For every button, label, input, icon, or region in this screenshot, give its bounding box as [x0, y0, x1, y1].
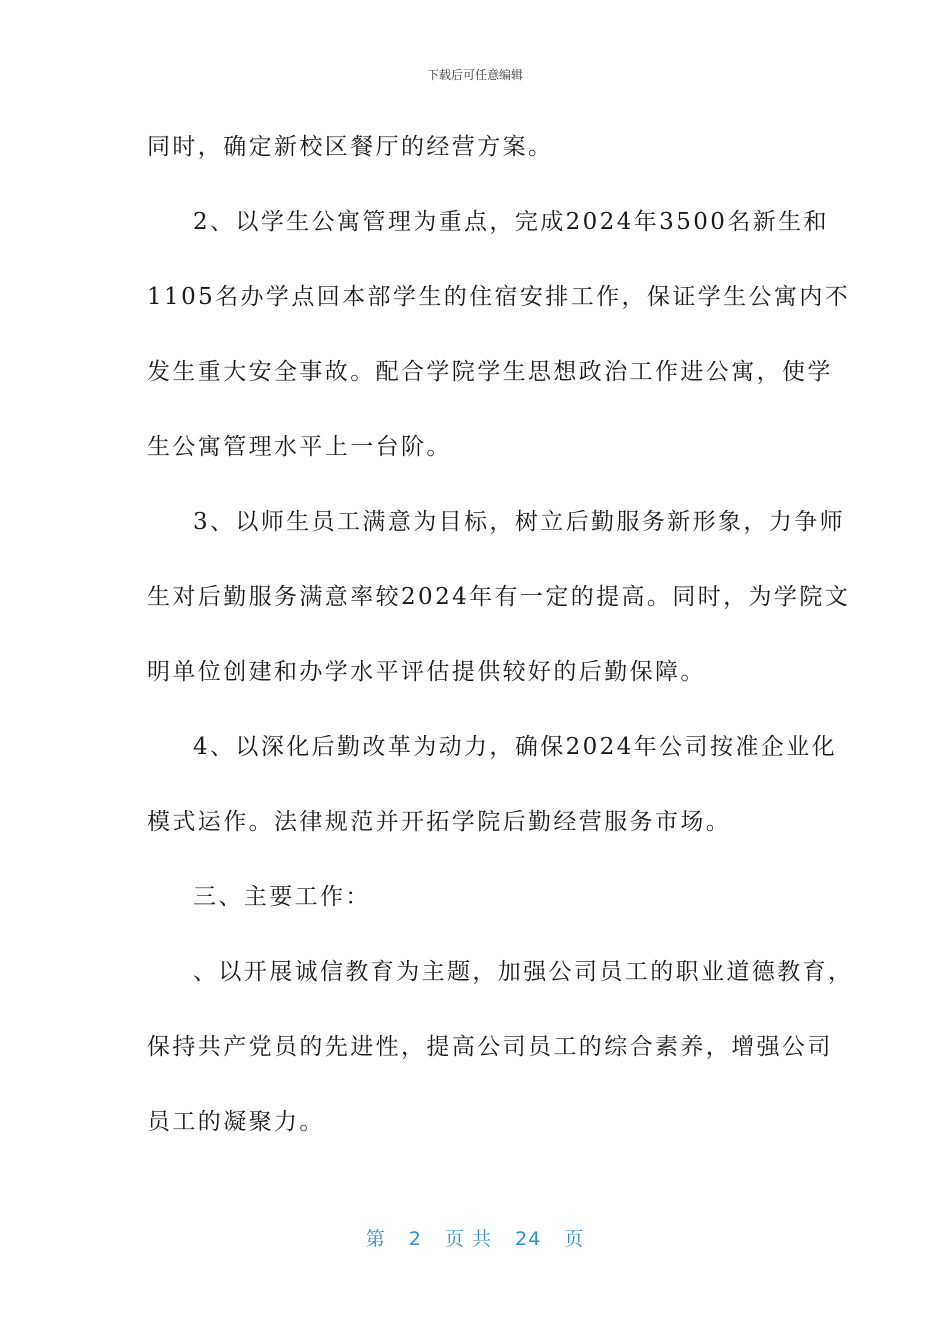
paragraph-line: 、以开展诚信教育为主题，加强公司员工的职业道德教育，	[193, 959, 854, 985]
paragraph-line: 明单位创建和办学水平评估提供较好的后勤保障。	[147, 659, 706, 685]
paragraph-line: 发生重大安全事故。配合学院学生思想政治工作进公寓，使学	[147, 359, 833, 385]
paragraph-line: 保持共产党员的先进性，提高公司员工的综合素养，增强公司	[147, 1034, 833, 1060]
paragraph-line: 模式运作。法律规范并开拓学院后勤经营服务市场。	[147, 809, 732, 835]
total-pages-number: 24	[515, 1228, 542, 1250]
page-suffix: 页	[564, 1228, 585, 1250]
header-note: 下载后可任意编辑	[426, 68, 523, 82]
paragraph-line: 4、以深化后勤改革为动力，确保2024年公司按准企业化	[193, 734, 837, 760]
page-footer	[0, 1226, 950, 1252]
paragraph-line: 生对后勤服务满意率较2024年有一定的提高。同时，为学院文	[147, 584, 851, 610]
current-page-number: 2	[408, 1228, 422, 1250]
paragraph-line: 1105名办学点回本部学生的住宿安排工作，保证学生公寓内不	[147, 284, 851, 310]
document-body	[147, 110, 854, 1160]
paragraph-line: 同时，确定新校区餐厅的经营方案。	[147, 134, 554, 160]
section-heading: 三、主要工作：	[193, 884, 371, 910]
paragraph-line: 员工的凝聚力。	[147, 1109, 325, 1135]
page-prefix: 第	[365, 1228, 386, 1250]
paragraph-line: 2、以学生公寓管理为重点，完成2024年3500名新生和	[193, 209, 829, 235]
page-mid: 页 共	[444, 1228, 492, 1250]
paragraph-line: 生公寓管理水平上一台阶。	[147, 434, 452, 460]
paragraph-line: 3、以师生员工满意为目标，树立后勤服务新形象，力争师	[193, 509, 846, 535]
